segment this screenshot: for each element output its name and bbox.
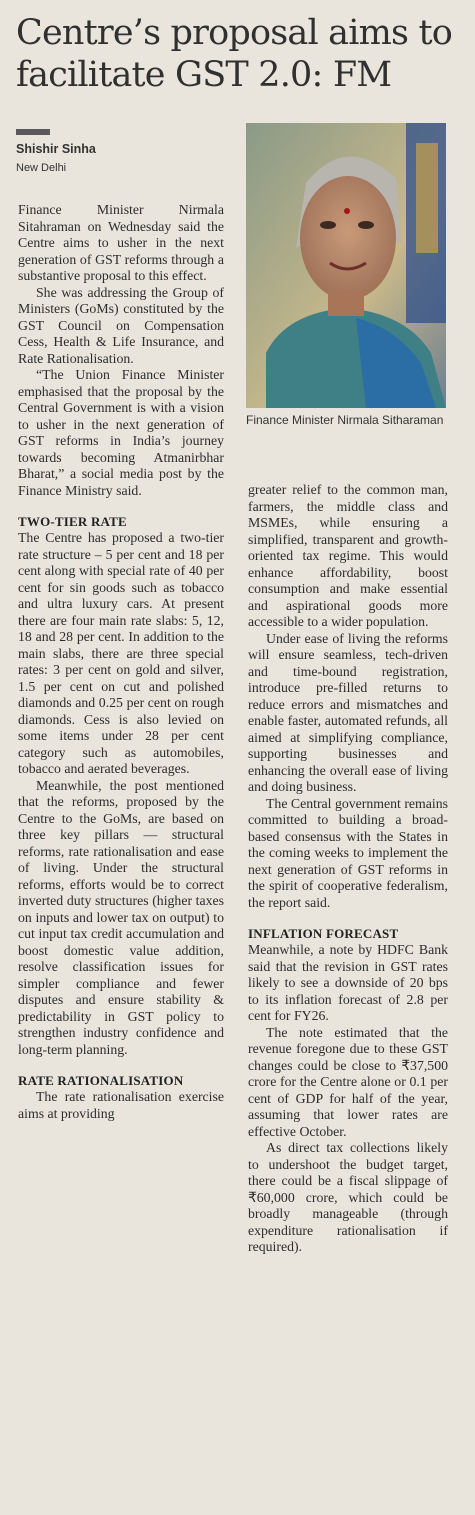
portrait-photo: [246, 123, 446, 408]
headline: Centre’s proposal aims to facilitate GST 2.0: FM: [16, 13, 453, 95]
paragraph: She was addressing the Group of Ministers (GoMs) constituted by the GST Council on Compensation Cess, Health & Life Insurance, and Rate Rationalisation.: [18, 284, 224, 366]
paragraph: Meanwhile, the post mentioned that the reforms, proposed by the Centre to the GoMs, are based on three key pillars — structural reforms, rate rationalisation and ease of living. Under the structural reforms, efforts would be to correct inverted duty structures (higher taxes on inputs and lower tax on output) to cut input tax credit accumulation and boost domestic value addition, resolve classification issues for simpler compliance and fewer disputes and ensure stability & predictability in GST policy to strengthen industry confidence and long-term planning.: [18, 777, 224, 1057]
photo-caption: Finance Minister Nirmala Sitharaman: [246, 413, 444, 427]
paragraph: greater relief to the common man, farmers, the middle class and MSMEs, while ensuring a simplified, transparent and growth-oriented tax regime. This would enhance affordability, boost consumption and make essential and aspirational goods more accessible to a wider population.: [248, 482, 448, 629]
paragraph: The rate rationalisation exercise aims at providing: [18, 1089, 224, 1121]
subheading-two-tier-rate: TWO-TIER RATE: [18, 514, 127, 529]
paragraph: “The Union Finance Minister emphasised that the proposal by the Central Government is with a vision to usher in the next generation of GST reforms in India’s journey towards becoming Atmanirbhar Bharat,” a social media post by the Finance Ministry said.: [18, 367, 224, 498]
byline: Shishir Sinha: [16, 142, 96, 156]
article-column-1: [18, 202, 224, 1122]
byline-rule: [16, 129, 50, 135]
article-column-2: [248, 482, 448, 1256]
paragraph: The note estimated that the revenue foregone due to these GST changes could be close to ₹37,500 crore for the Centre alone or 0.1 per cent of GDP for half of the year, assuming that lower rates are effective October.: [248, 1024, 448, 1139]
subheading-rate-rationalisation: RATE RATIONALISATION: [18, 1073, 184, 1088]
paragraph: Meanwhile, a note by HDFC Bank said that the revision in GST rates likely to see a downside of 20 bps to its inflation forecast of 2.8 per cent for FY26.: [248, 942, 448, 1023]
paragraph: As direct tax collections likely to undershoot the budget target, there could be a fiscal slippage of ₹60,000 crore, which could be broadly manageable (through expenditure rationalisation if required).: [248, 1140, 448, 1254]
subheading-inflation-forecast: INFLATION FORECAST: [248, 926, 399, 941]
paragraph: Under ease of living the reforms will ensure seamless, tech-driven and time-bound registration, introduce pre-filled returns to reduce errors and mismatches and enable faster, automated refunds, all aimed at simplifying compliance, supporting businesses and enhancing the overall ease of living and doing business.: [248, 630, 448, 794]
paragraph: The Centre has proposed a two-tier rate structure – 5 per cent and 18 per cent along with special rate of 40 per cent for sin goods such as tobacco and ultra luxury cars. At present there are four main rate slabs: 5, 12, 18 and 28 per cent. In addition to the main slabs, there are three special rates: 3 per cent on gold and silver, 1.5 per cent on cut and polished diamonds and 0.25 per cent on rough diamonds. Cess is also levied on some items under 28 per cent category such as automobiles, tobacco and aerated beverages.: [18, 530, 224, 776]
paragraph: Finance Minister Nirmala Sitahraman on Wednesday said the Centre aims to usher in the next generation of GST reforms through a substantive proposal to this effect.: [18, 202, 224, 283]
dateline: New Delhi: [16, 162, 67, 174]
portrait-illustration: [246, 123, 446, 408]
paragraph: The Central government remains committed to building a broad-based consensus with the States in the coming weeks to implement the next generation of GST reforms in the spirit of cooperative federalism, the report said.: [248, 795, 448, 910]
